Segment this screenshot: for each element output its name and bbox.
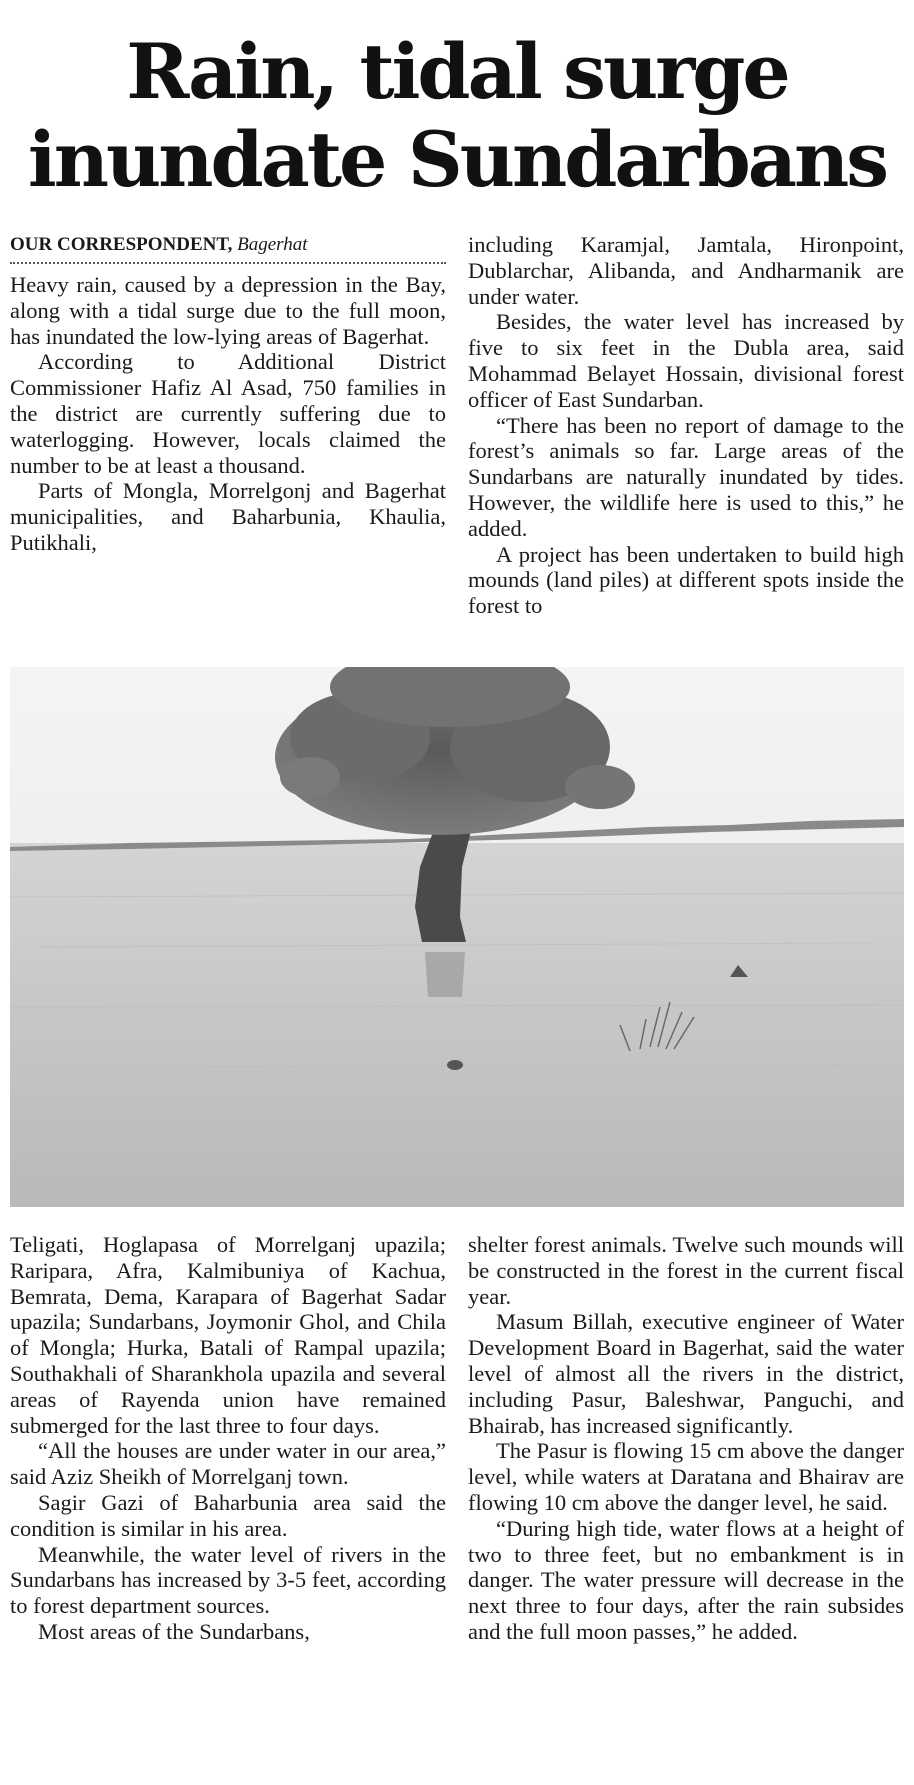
article-column-2 <box>468 232 904 650</box>
paragraph: Most areas of the Sundarbans, <box>38 1618 310 1644</box>
paragraph: Besides, the water level has increased by five to six feet in the Dubla area, said Mohammad Belayet Hossain, divisional forest officer of East Sundarban. <box>468 309 904 412</box>
article-column-1 <box>10 232 446 650</box>
flooded-mangrove-photo <box>10 667 904 1207</box>
paragraph: The Pasur is flowing 15 cm above the danger level, while waters at Daratana and Bhairav are flowing 10 cm above the danger level, he said. <box>468 1438 904 1515</box>
paragraph: A project has been undertaken to build high mounds (land piles) at different spots inside the forest to <box>468 541 904 619</box>
paragraph: Heavy rain, caused by a depression in the Bay, along with a tidal surge due to the full moon, has inundated the low-lying areas of Bagerhat. <box>10 272 446 349</box>
paragraph: Meanwhile, the water level of rivers in the Sundarbans has increased by 3-5 feet, according to forest department sources. <box>10 1541 446 1619</box>
paragraph: Sagir Gazi of Baharbunia area said the condition is similar in his area. <box>10 1489 446 1541</box>
paragraph: “All the houses are under water in our area,” said Aziz Sheikh of Morrelganj town. <box>10 1438 446 1490</box>
paragraph: shelter forest animals. Twelve such mounds will be constructed in the forest in the current fiscal year. <box>468 1232 904 1309</box>
paragraph: Parts of Mongla, Morrelgonj and Bagerhat municipalities, and Baharbunia, Khaulia, Putikhali, <box>10 478 446 555</box>
byline <box>10 232 446 264</box>
paragraph: Masum Billah, executive engineer of Water Development Board in Bagerhat, said the water level of almost all the rivers in the district, including Pasur, Baleshwar, Panguchi, and Bhairab, has increased significantly. <box>468 1309 904 1438</box>
headline <box>0 28 914 204</box>
byline-location: Bagerhat <box>237 234 308 255</box>
headline-line-1: Rain, tidal surge <box>126 27 788 116</box>
headline-line-2: inundate Sundarbans <box>27 115 887 204</box>
byline-author: OUR CORRESPONDENT, <box>10 234 233 255</box>
paragraph: “There has been no report of damage to the forest’s animals so far. Large areas of the Sundarbans are naturally inundated by tides. However, the wildlife here is used to this,” he added. <box>468 412 904 541</box>
paragraph: including Karamjal, Jamtala, Hironpoint, Dublarchar, Alibanda, and Andharmanik are under water. <box>468 232 904 309</box>
article-column-3 <box>10 1232 446 1777</box>
paragraph: According to Additional District Commissioner Hafiz Al Asad, 750 families in the district are currently suffering due to waterlogging. However, locals claimed the number to be at least a thousand. <box>10 349 446 478</box>
article-column-4 <box>468 1232 904 1777</box>
paragraph: Teligati, Hoglapasa of Morrelganj upazila; Raripara, Afra, Kalmibuniya of Kachua, Bemrata, Dema, Karapara of Bagerhat Sadar upazila; Sundarbans, Joymonir Ghol, and Chila of Mongla; Hurka, Batali of Rampal upazila; Southakhali of Sharankhola upazila and several areas of Rayenda union have remained submerged for the last three to four days. <box>10 1232 446 1438</box>
paragraph: “During high tide, water flows at a height of two to three feet, but no embankment is in danger. The water pressure will decrease in the next three to four days, after the rain subsides and the full moon passes,” he added. <box>468 1515 904 1644</box>
